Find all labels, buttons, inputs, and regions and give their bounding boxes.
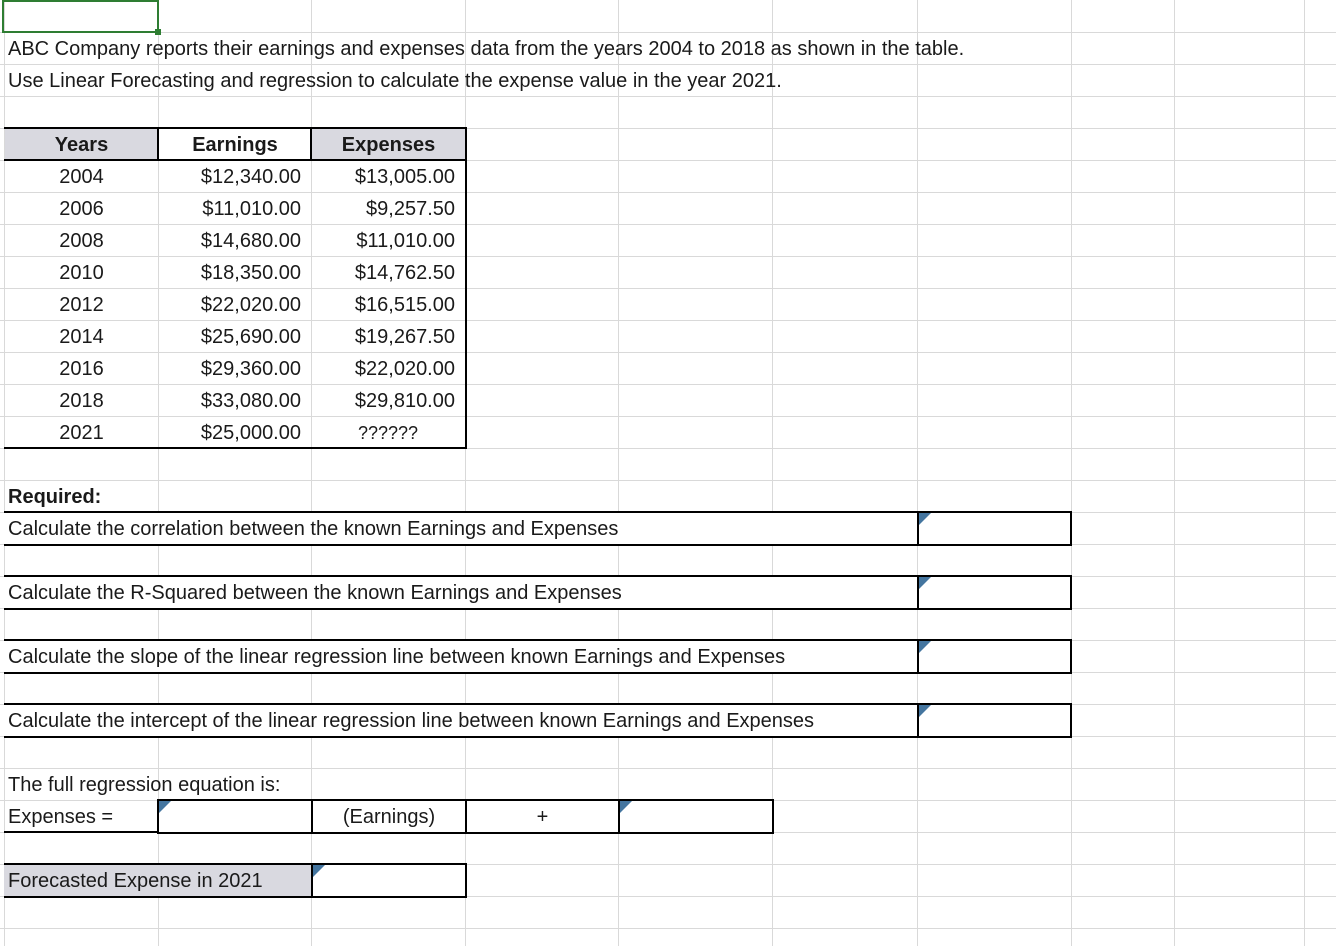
cell-year-2018[interactable]: 2018 xyxy=(59,390,104,412)
cell-year-2014[interactable]: 2014 xyxy=(59,326,104,348)
cell-earnings-2008[interactable]: $14,680.00 xyxy=(200,230,301,252)
equation-earnings-term: (Earnings) xyxy=(311,799,467,834)
cell-earnings-2006[interactable]: $11,010.00 xyxy=(202,198,301,220)
cell-year-2016[interactable]: 2016 xyxy=(59,358,104,380)
cell-earnings-2004[interactable]: $12,340.00 xyxy=(200,166,301,188)
cell-expenses-2004[interactable]: $13,005.00 xyxy=(354,166,455,188)
cell-expenses-2012[interactable]: $16,515.00 xyxy=(354,294,455,316)
question-intercept-label: Calculate the intercept of the linear regression line between known Earnings and Expenses xyxy=(8,710,815,732)
cell-year-2006[interactable]: 2006 xyxy=(59,198,104,220)
cell-expenses-2021-unknown[interactable]: ?????? xyxy=(357,423,419,443)
active-cell-selection[interactable] xyxy=(2,0,159,33)
cell-expenses-2018[interactable]: $29,810.00 xyxy=(354,390,455,412)
equation-lhs-label: Expenses = xyxy=(8,806,114,828)
intercept-answer-cell[interactable] xyxy=(917,703,1072,738)
question-slope-label: Calculate the slope of the linear regression line between known Earnings and Expenses xyxy=(8,646,786,668)
required-heading: Required: xyxy=(8,486,102,508)
slope-answer-cell[interactable] xyxy=(917,639,1072,674)
intro-line-1: ABC Company reports their earnings and expenses data from the years 2004 to 2018 as shown in the table. xyxy=(8,38,965,60)
rsquared-answer-cell[interactable] xyxy=(917,575,1072,610)
intro-line-2: Use Linear Forecasting and regression to calculate the expense value in the year 2021. xyxy=(8,70,782,92)
cell-year-2010[interactable]: 2010 xyxy=(59,262,104,284)
cell-earnings-2010[interactable]: $18,350.00 xyxy=(200,262,301,284)
cell-earnings-2016[interactable]: $29,360.00 xyxy=(200,358,301,380)
cell-earnings-2012[interactable]: $22,020.00 xyxy=(200,294,301,316)
forecast-label-cell: Forecasted Expense in 2021 xyxy=(4,863,313,898)
correlation-answer-cell[interactable] xyxy=(917,511,1072,546)
header-years[interactable]: Years xyxy=(5,129,158,161)
header-expenses[interactable]: Expenses xyxy=(312,129,465,161)
cell-earnings-2021[interactable]: $25,000.00 xyxy=(200,422,301,444)
cell-earnings-2014[interactable]: $25,690.00 xyxy=(200,326,301,348)
equation-slope-cell[interactable] xyxy=(157,799,313,834)
cell-year-2008[interactable]: 2008 xyxy=(59,230,104,252)
cell-year-2012[interactable]: 2012 xyxy=(59,294,104,316)
equation-heading: The full regression equation is: xyxy=(8,774,281,796)
header-earnings[interactable]: Earnings xyxy=(192,134,278,156)
cell-expenses-2014[interactable]: $19,267.50 xyxy=(354,326,455,348)
forecast-answer-cell[interactable] xyxy=(311,863,467,898)
cell-year-2004[interactable]: 2004 xyxy=(59,166,104,188)
cell-expenses-2016[interactable]: $22,020.00 xyxy=(354,358,455,380)
cell-earnings-2018[interactable]: $33,080.00 xyxy=(200,390,301,412)
cell-expenses-2008[interactable]: $11,010.00 xyxy=(356,230,455,252)
question-correlation-label: Calculate the correlation between the known Earnings and Expenses xyxy=(8,518,619,540)
equation-plus-sign: + xyxy=(465,799,620,834)
cell-expenses-2006[interactable]: $9,257.50 xyxy=(366,198,455,220)
equation-intercept-cell[interactable] xyxy=(618,799,774,834)
cell-year-2021[interactable]: 2021 xyxy=(59,422,104,444)
cell-expenses-2010[interactable]: $14,762.50 xyxy=(354,262,455,284)
question-rsquared-label: Calculate the R-Squared between the known Earnings and Expenses xyxy=(8,582,622,604)
